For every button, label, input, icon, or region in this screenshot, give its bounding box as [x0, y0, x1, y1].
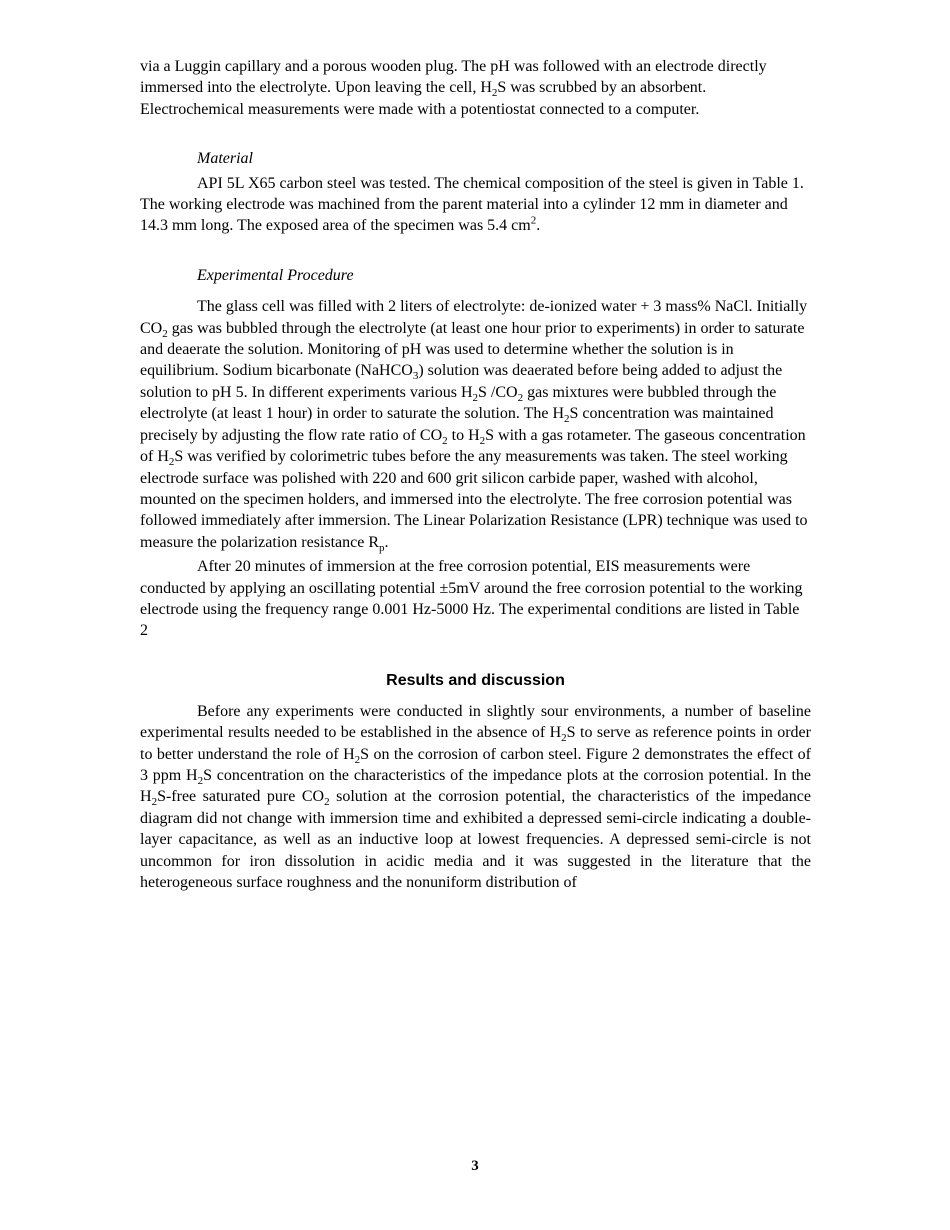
page-number: 3: [471, 1158, 479, 1174]
page-body: [140, 56, 811, 893]
procedure-paragraph-1: The glass cell was filled with 2 liters of electrolyte: de-ionized water + 3 mass% NaCl. Initially $CO_2$ gas was bubbled through the electrolyte (at least one hour prior to experiments) in order to saturate and deaerate the solution. Monitoring of pH was used to determine whether the solution is in equilibrium. Sodium bicarbonate (NaHCO$_3$) solution was deaerated before being added to adjust the solution to pH 5. In different experiments various $H_2S$ $/CO_2$ gas mixtures were bubbled through the electrolyte (at least 1 hour) in order to saturate the solution. The $H_2S$ concentration was maintained precisely by adjusting the flow rate ratio of $CO_2$ to $H_2S$ with a gas rotameter. The gaseous concentration of $H_2S$ was verified by colorimetric tubes before the any measurements was taken. The steel working electrode surface was polished with 220 and 600 grit silicon carbide paper, washed with alcohol, mounted on the specimen holders, and immersed into the electrolyte. The free corrosion potential was followed immediately after immersion. The Linear Polarization Resistance (LPR) technique was used to measure the polarization resistance $R_p$.: [140, 298, 808, 554]
intro-paragraph: via a Luggin capillary and a porous wooden plug. The pH was followed with an electrode directly immersed into the electrolyte. Upon leaving the cell, $H_2S$ was scrubbed by an absorbent. Electrochemical measurements were made with a potentiostat connected to a computer.: [140, 58, 767, 118]
results-paragraph-1: Before any experiments were conducted in slightly sour environments, a number of baseline experimental results needed to be established in the absence of $H_2S$ to serve as reference points in order to better understand the role of $H_2S$ on the corrosion of carbon steel. Figure 2 demonstrates the effect of 3 ppm $H_2S$ concentration on the characteristics of the impedance plots at the corrosion potential. In the $H_2S$-free saturated pure $CO_2$ solution at the corrosion potential, the characteristics of the impedance diagram did not change with immersion time and exhibited a depressed semi-circle indicating a double-layer capacitance, as well as an inductive loop at lowest frequencies. A depressed semi-circle is not uncommon for iron dissolution in acidic media and it was suggested in the literature that the heterogeneous surface roughness and the nonuniform distribution of: [140, 702, 812, 891]
material-paragraph: API 5L X65 carbon steel was tested. The chemical composition of the steel is given in Table 1. The working electrode was machined from the parent material into a cylinder 12 mm in diameter and 14.3 mm long. The exposed area of the specimen was 5.4 $cm^2$.: [140, 174, 804, 235]
results-heading: Results and discussion: [386, 671, 565, 689]
procedure-paragraph-2: After 20 minutes of immersion at the free corrosion potential, EIS measurements were conducted by applying an oscillating potential ±5mV around the free corrosion potential to the working electrode using the frequency range 0.001 Hz-5000 Hz. The experimental conditions are listed in Table 2: [140, 558, 803, 640]
procedure-heading: Experimental Procedure: [197, 266, 354, 284]
material-heading: Material: [197, 150, 253, 168]
